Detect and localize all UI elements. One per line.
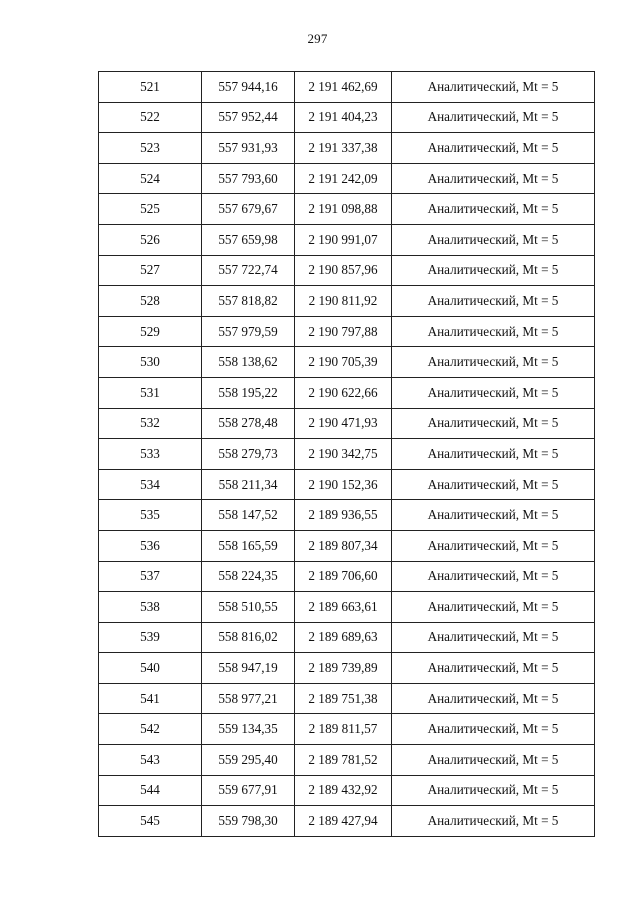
x-coordinate-cell: 557 659,98	[202, 224, 295, 255]
point-number-cell: 527	[99, 255, 202, 286]
point-number-cell: 522	[99, 102, 202, 133]
method-cell: Аналитический, Mt = 5	[392, 224, 595, 255]
table-row	[99, 133, 595, 164]
y-coordinate-cell: 2 191 337,38	[295, 133, 392, 164]
coordinates-table	[98, 71, 595, 837]
x-coordinate-cell: 558 138,62	[202, 347, 295, 378]
method-cell: Аналитический, Mt = 5	[392, 714, 595, 745]
point-number-cell: 525	[99, 194, 202, 225]
point-number-cell: 528	[99, 286, 202, 317]
point-number-cell: 544	[99, 775, 202, 806]
point-number-cell: 542	[99, 714, 202, 745]
method-cell: Аналитический, Mt = 5	[392, 377, 595, 408]
y-coordinate-cell: 2 190 471,93	[295, 408, 392, 439]
method-cell: Аналитический, Mt = 5	[392, 622, 595, 653]
table-row	[99, 561, 595, 592]
point-number-cell: 531	[99, 377, 202, 408]
method-cell: Аналитический, Mt = 5	[392, 102, 595, 133]
table-row	[99, 377, 595, 408]
x-coordinate-cell: 558 224,35	[202, 561, 295, 592]
y-coordinate-cell: 2 189 811,57	[295, 714, 392, 745]
point-number-cell: 534	[99, 469, 202, 500]
point-number-cell: 523	[99, 133, 202, 164]
x-coordinate-cell: 558 510,55	[202, 592, 295, 623]
method-cell: Аналитический, Mt = 5	[392, 72, 595, 103]
table-row	[99, 439, 595, 470]
method-cell: Аналитический, Mt = 5	[392, 806, 595, 837]
y-coordinate-cell: 2 189 739,89	[295, 653, 392, 684]
y-coordinate-cell: 2 189 751,38	[295, 683, 392, 714]
point-number-cell: 537	[99, 561, 202, 592]
point-number-cell: 543	[99, 745, 202, 776]
method-cell: Аналитический, Mt = 5	[392, 775, 595, 806]
x-coordinate-cell: 557 818,82	[202, 286, 295, 317]
table-row	[99, 408, 595, 439]
point-number-cell: 533	[99, 439, 202, 470]
table-row	[99, 163, 595, 194]
method-cell: Аналитический, Mt = 5	[392, 163, 595, 194]
y-coordinate-cell: 2 189 689,63	[295, 622, 392, 653]
x-coordinate-cell: 559 677,91	[202, 775, 295, 806]
y-coordinate-cell: 2 189 781,52	[295, 745, 392, 776]
x-coordinate-cell: 558 278,48	[202, 408, 295, 439]
y-coordinate-cell: 2 190 991,07	[295, 224, 392, 255]
method-cell: Аналитический, Mt = 5	[392, 316, 595, 347]
y-coordinate-cell: 2 190 811,92	[295, 286, 392, 317]
point-number-cell: 524	[99, 163, 202, 194]
x-coordinate-cell: 558 211,34	[202, 469, 295, 500]
y-coordinate-cell: 2 190 342,75	[295, 439, 392, 470]
y-coordinate-cell: 2 190 705,39	[295, 347, 392, 378]
method-cell: Аналитический, Mt = 5	[392, 469, 595, 500]
table-row	[99, 592, 595, 623]
method-cell: Аналитический, Mt = 5	[392, 592, 595, 623]
y-coordinate-cell: 2 190 857,96	[295, 255, 392, 286]
method-cell: Аналитический, Mt = 5	[392, 133, 595, 164]
y-coordinate-cell: 2 189 807,34	[295, 530, 392, 561]
y-coordinate-cell: 2 189 706,60	[295, 561, 392, 592]
point-number-cell: 536	[99, 530, 202, 561]
table-row	[99, 72, 595, 103]
point-number-cell: 535	[99, 500, 202, 531]
table-row	[99, 286, 595, 317]
table-row	[99, 469, 595, 500]
x-coordinate-cell: 557 979,59	[202, 316, 295, 347]
x-coordinate-cell: 558 147,52	[202, 500, 295, 531]
page-number: 297	[307, 31, 328, 46]
y-coordinate-cell: 2 190 622,66	[295, 377, 392, 408]
x-coordinate-cell: 558 977,21	[202, 683, 295, 714]
table-row	[99, 347, 595, 378]
table-row	[99, 622, 595, 653]
point-number-cell: 541	[99, 683, 202, 714]
x-coordinate-cell: 559 798,30	[202, 806, 295, 837]
table-row	[99, 775, 595, 806]
table-row	[99, 224, 595, 255]
table-row	[99, 500, 595, 531]
point-number-cell: 532	[99, 408, 202, 439]
table-row	[99, 653, 595, 684]
x-coordinate-cell: 557 952,44	[202, 102, 295, 133]
point-number-cell: 521	[99, 72, 202, 103]
table-row	[99, 255, 595, 286]
table-row	[99, 102, 595, 133]
method-cell: Аналитический, Mt = 5	[392, 439, 595, 470]
x-coordinate-cell: 559 134,35	[202, 714, 295, 745]
y-coordinate-cell: 2 189 427,94	[295, 806, 392, 837]
method-cell: Аналитический, Mt = 5	[392, 745, 595, 776]
point-number-cell: 529	[99, 316, 202, 347]
x-coordinate-cell: 557 793,60	[202, 163, 295, 194]
coordinates-table-body	[99, 72, 595, 837]
method-cell: Аналитический, Mt = 5	[392, 194, 595, 225]
table-row	[99, 530, 595, 561]
x-coordinate-cell: 558 947,19	[202, 653, 295, 684]
y-coordinate-cell: 2 191 462,69	[295, 72, 392, 103]
x-coordinate-cell: 558 279,73	[202, 439, 295, 470]
table-row	[99, 745, 595, 776]
x-coordinate-cell: 559 295,40	[202, 745, 295, 776]
x-coordinate-cell: 557 931,93	[202, 133, 295, 164]
point-number-cell: 540	[99, 653, 202, 684]
point-number-cell: 538	[99, 592, 202, 623]
y-coordinate-cell: 2 191 404,23	[295, 102, 392, 133]
table-row	[99, 316, 595, 347]
y-coordinate-cell: 2 191 098,88	[295, 194, 392, 225]
table-row	[99, 194, 595, 225]
point-number-cell: 545	[99, 806, 202, 837]
y-coordinate-cell: 2 189 432,92	[295, 775, 392, 806]
method-cell: Аналитический, Mt = 5	[392, 683, 595, 714]
y-coordinate-cell: 2 189 663,61	[295, 592, 392, 623]
y-coordinate-cell: 2 191 242,09	[295, 163, 392, 194]
table-row	[99, 806, 595, 837]
point-number-cell: 526	[99, 224, 202, 255]
method-cell: Аналитический, Mt = 5	[392, 500, 595, 531]
x-coordinate-cell: 557 944,16	[202, 72, 295, 103]
point-number-cell: 530	[99, 347, 202, 378]
y-coordinate-cell: 2 189 936,55	[295, 500, 392, 531]
x-coordinate-cell: 557 722,74	[202, 255, 295, 286]
method-cell: Аналитический, Mt = 5	[392, 286, 595, 317]
method-cell: Аналитический, Mt = 5	[392, 653, 595, 684]
method-cell: Аналитический, Mt = 5	[392, 255, 595, 286]
method-cell: Аналитический, Mt = 5	[392, 408, 595, 439]
y-coordinate-cell: 2 190 152,36	[295, 469, 392, 500]
method-cell: Аналитический, Mt = 5	[392, 561, 595, 592]
table-row	[99, 683, 595, 714]
x-coordinate-cell: 557 679,67	[202, 194, 295, 225]
method-cell: Аналитический, Mt = 5	[392, 530, 595, 561]
x-coordinate-cell: 558 165,59	[202, 530, 295, 561]
table-row	[99, 714, 595, 745]
method-cell: Аналитический, Mt = 5	[392, 347, 595, 378]
x-coordinate-cell: 558 195,22	[202, 377, 295, 408]
y-coordinate-cell: 2 190 797,88	[295, 316, 392, 347]
point-number-cell: 539	[99, 622, 202, 653]
x-coordinate-cell: 558 816,02	[202, 622, 295, 653]
